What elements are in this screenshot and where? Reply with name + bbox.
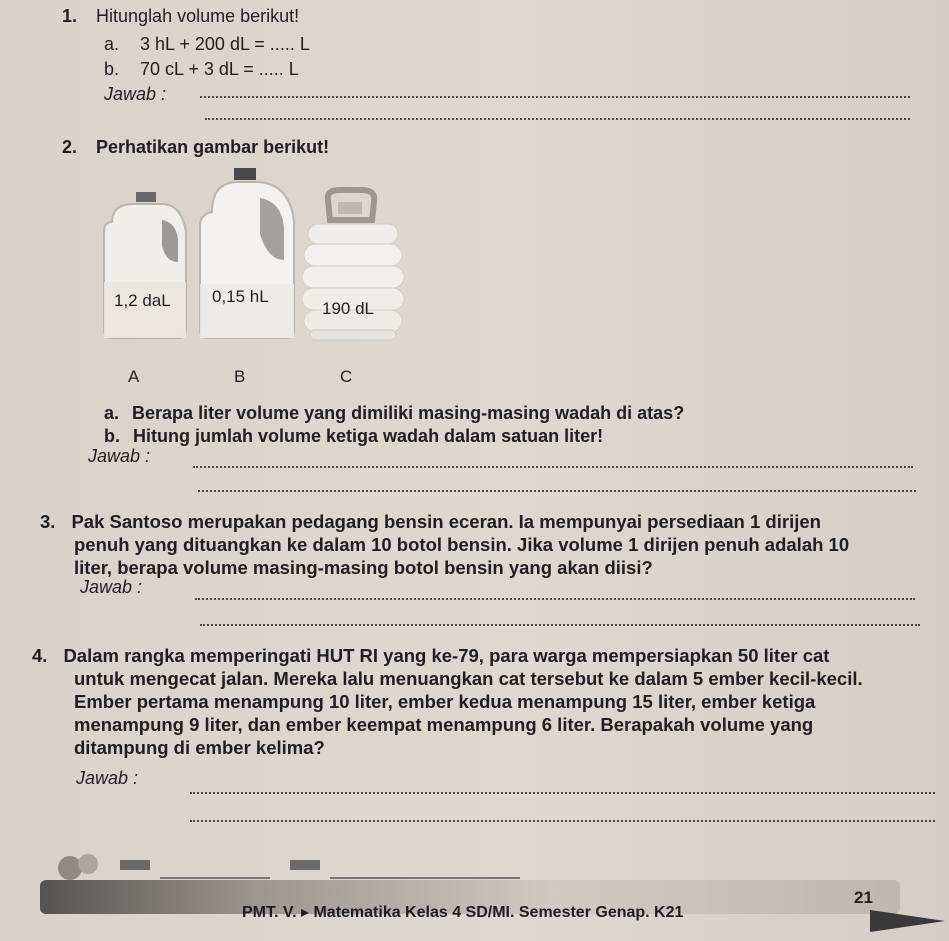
q4-line-5: ditampung di ember kelima? [74, 737, 325, 758]
q1-item-b [104, 59, 299, 80]
q1-number: 1. [62, 6, 78, 26]
q2-b-text: Hitung jumlah volume ketiga wadah dalam satuan liter! [133, 426, 604, 446]
q4-number: 4. [32, 645, 48, 666]
q1-heading [62, 6, 299, 27]
containers-figure [100, 162, 420, 392]
page-number: 21 [854, 888, 873, 907]
q1-b-label: b. [104, 59, 120, 79]
footer-decoration-icon [40, 848, 540, 888]
q4-line-3: Ember pertama menampung 10 liter, ember kedua menampung 15 liter, ember ketiga [74, 691, 816, 712]
container-a-volume: 1,2 daL [114, 291, 171, 310]
q2-item-b [104, 426, 603, 447]
q3-answer-line-2[interactable] [200, 624, 920, 626]
q2-title: Perhatikan gambar berikut! [96, 137, 330, 157]
page-arrow-icon [870, 910, 945, 932]
container-b-icon [200, 168, 294, 338]
q4-line-2: untuk mengecat jalan. Mereka lalu menuangkan cat tersebut ke dalam 5 ember kecil-kecil. [74, 668, 863, 689]
q2-answer-line-1[interactable] [193, 466, 913, 468]
q1-answer-label: Jawab : [104, 84, 167, 104]
container-c-letter: C [340, 367, 353, 386]
q2-b-label: b. [104, 426, 120, 446]
containers-illustration [100, 162, 420, 392]
q1-answer-line-1[interactable] [200, 96, 910, 98]
container-a-icon [104, 192, 186, 338]
page-footer [0, 840, 949, 941]
q2-a-text: Berapa liter volume yang dimiliki masing-masing wadah di atas? [132, 403, 685, 423]
container-a-letter: A [128, 367, 140, 386]
q3-answer-line-1[interactable] [195, 598, 915, 600]
q1-item-a [104, 34, 310, 55]
footer-text: PMT. V. ▸ Matematika Kelas 4 SD/MI. Semester Genap. K21 [242, 904, 684, 921]
q4-line-4: menampung 9 liter, dan ember keempat menampung 6 liter. Berapakah volume yang [74, 714, 814, 735]
q2-answer-label: Jawab : [88, 446, 151, 466]
q2-answer-line-2[interactable] [198, 490, 916, 492]
container-b-letter: B [234, 367, 246, 386]
q1-a-text: 3 hL + 200 dL = ..... L [140, 34, 310, 54]
q2-heading [62, 137, 329, 158]
q4-answer-line-2[interactable] [190, 820, 935, 822]
q3-line-3: liter, berapa volume masing-masing botol bensin yang akan diisi? [74, 557, 653, 578]
q3-number: 3. [40, 511, 56, 532]
q4-block [32, 644, 863, 759]
container-c-volume: 190 dL [322, 299, 374, 318]
q1-b-text: 70 cL + 3 dL = ..... L [140, 59, 299, 79]
q2-item-a [104, 403, 684, 424]
q1-answer-line-2[interactable] [205, 118, 910, 120]
q3-line-2: penuh yang dituangkan ke dalam 10 botol bensin. Jika volume 1 dirijen penuh adalah 10 [74, 534, 850, 555]
q2-number: 2. [62, 137, 78, 157]
q2-a-label: a. [104, 403, 120, 423]
q4-answer-line-1[interactable] [190, 792, 935, 794]
q3-answer-label: Jawab : [80, 577, 143, 597]
q3-block [40, 510, 849, 579]
q1-a-label: a. [104, 34, 120, 54]
q4-line-1: Dalam rangka memperingati HUT RI yang ke-79, para warga mempersiapkan 50 liter cat [63, 645, 830, 666]
container-b-volume: 0,15 hL [212, 287, 269, 306]
q3-line-1: Pak Santoso merupakan pedagang bensin eceran. Ia mempunyai persediaan 1 dirijen [71, 511, 821, 532]
q4-answer-label: Jawab : [76, 768, 139, 788]
q1-title: Hitunglah volume berikut! [96, 6, 300, 26]
